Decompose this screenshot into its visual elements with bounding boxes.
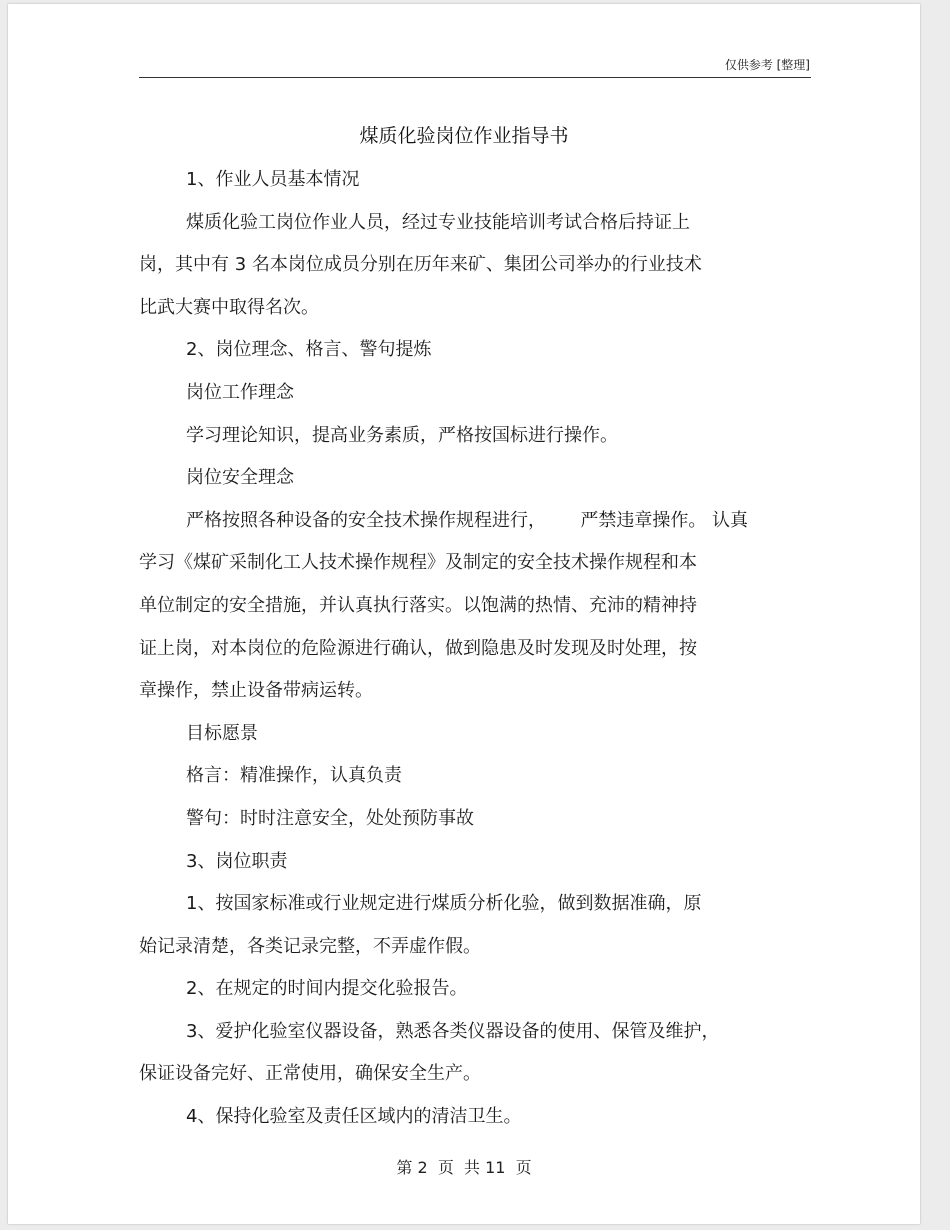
header-rule [139,77,811,78]
paragraph-line: 学习《煤矿采制化工人技术操作规程》及制定的安全技术操作规程和本 [139,552,697,574]
paragraph-line: 比武大赛中取得名次。 [139,296,319,318]
paragraph-line: 章操作，禁止设备带病运转。 [139,680,373,702]
paragraph-line: 4、保持化验室及责任区域内的清洁卫生。 [186,1106,522,1128]
paragraph-line: 2、在规定的时间内提交化验报告。 [186,978,468,1000]
paragraph-line: 保证设备完好、正常使用，确保安全生产。 [139,1063,481,1085]
paragraph-line: 单位制定的安全措施，并认真执行落实。以饱满的热情、充沛的精神持 [139,594,697,616]
paragraph-line: 始记录清楚，各类记录完整，不弄虚作假。 [139,935,481,957]
section-heading: 1、作业人员基本情况 [186,169,360,190]
paragraph-line: 煤质化验工岗位作业人员，经过专业技能培训考试合格后持证上 [186,211,690,233]
subheading: 岗位工作理念 [186,381,294,403]
section-heading: 2、岗位理念、格言、警句提炼 [186,339,432,361]
document-body [139,159,819,1139]
subheading: 目标愿景 [186,722,258,744]
paragraph-line: 证上岗，对本岗位的危险源进行确认，做到隐患及时发现及时处理，按 [139,637,697,659]
section-heading: 3、岗位职责 [186,850,288,872]
paragraph-line: 3、爱护化验室仪器设备，熟悉各类仪器设备的使用、保管及维护， [186,1020,720,1042]
paragraph-line: 格言：精准操作，认真负责 [186,765,402,787]
paragraph-line: 学习理论知识，提高业务素质，严格按国标进行操作。 [186,424,618,446]
page-footer [8,1155,920,1178]
paragraph-line: 岗，其中有 3 名本岗位成员分别在历年来矿、集团公司举办的行业技术 [139,254,702,276]
document-title: 煤质化验岗位作业指导书 [359,125,569,147]
page-header: 仅供参考 [整理] [724,58,810,72]
document-page [8,4,920,1224]
paragraph-line: 警句：时时注意安全，处处预防事故 [186,807,474,829]
paragraph-line: 严格按照各种设备的安全技术操作规程进行， 严禁违章操作。 认真 [186,509,749,531]
subheading: 岗位安全理念 [186,467,294,489]
paragraph-line: 1、按国家标准或行业规定进行煤质分析化验，做到数据准确，原 [186,893,702,915]
page-number: 第 2 页 共 11 页 [396,1158,532,1177]
